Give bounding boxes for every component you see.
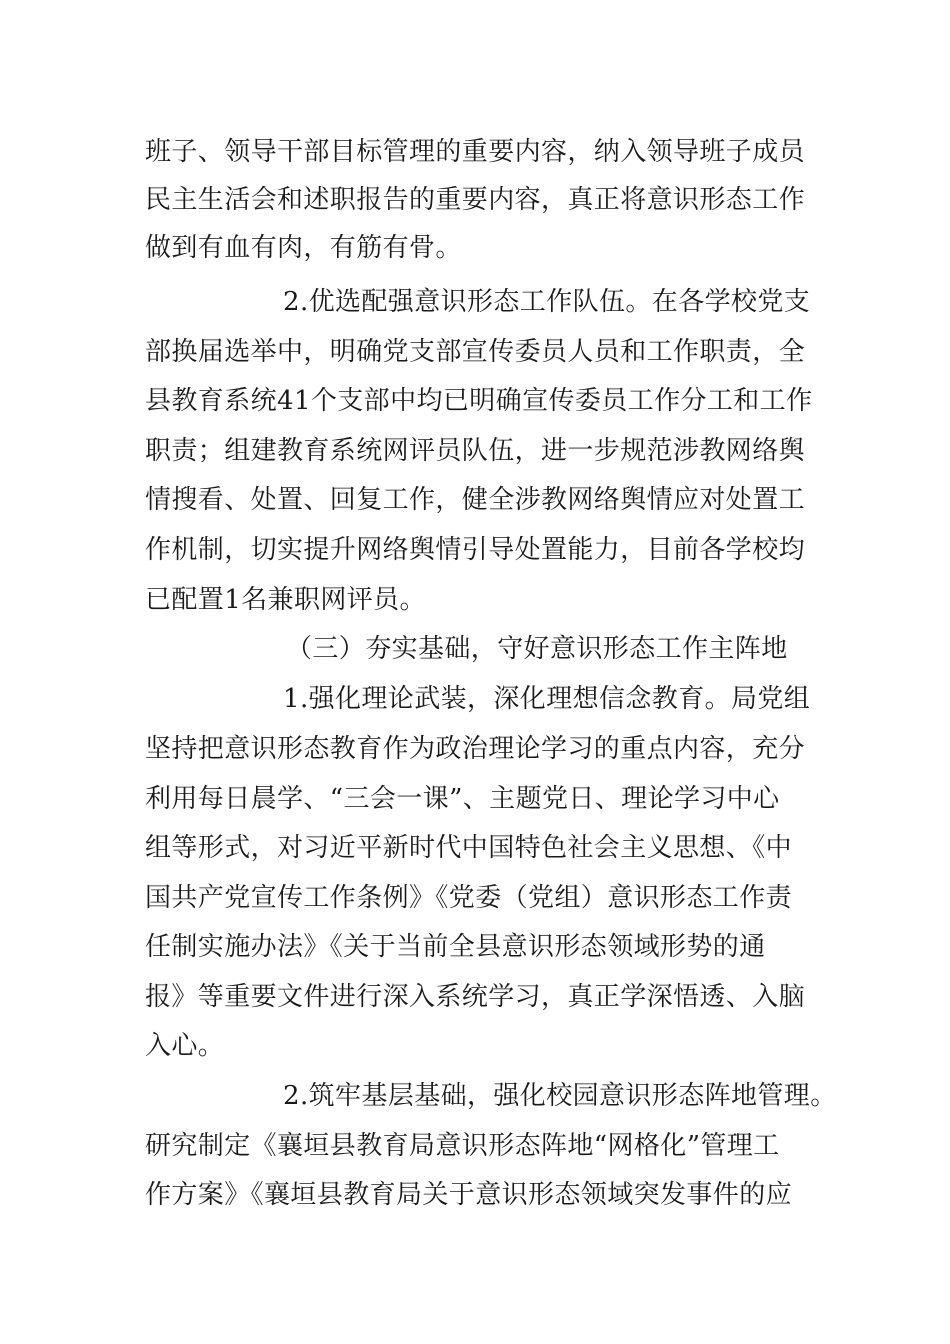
section-heading: （三）夯实基础，守好意识形态工作主阵地: [286, 634, 788, 664]
body-text-line: 坚持把意识形态教育作为政治理论学习的重点内容，充分: [145, 734, 806, 764]
body-text-line: 部换届选举中，明确党支部宣传委员人员和工作职责，全: [145, 337, 806, 367]
body-text-line: 组等形式，对习近平新时代中国特色社会主义思想、《中: [145, 833, 793, 863]
body-text-line: 国共产党宣传工作条例》《党委（党组）意识形态工作责: [145, 883, 793, 913]
section-item-line: 1.强化理论武装，深化理想信念教育。局党组: [283, 684, 811, 714]
body-text-line: 研究制定《襄垣县教育局意识形态阵地“网格化”管理工: [145, 1131, 780, 1161]
body-text-line: 作机制，切实提升网络舆情引导处置能力，目前各学校均: [145, 535, 806, 565]
body-text-line: 职责；组建教育系统网评员队伍，进一步规范涉教网络舆: [145, 436, 806, 466]
body-text-line: 已配置1名兼职网评员。: [145, 585, 426, 615]
body-text-line: 班子、领导干部目标管理的重要内容，纳入领导班子成员: [145, 137, 806, 167]
body-text-line: 民主生活会和述职报告的重要内容，真正将意识形态工作: [145, 185, 806, 215]
body-text-line: 县教育系统41个支部中均已明确宣传委员工作分工和工作: [145, 386, 813, 416]
body-text-line: 做到有血有肉，有筋有骨。: [145, 233, 462, 263]
section-item-line: 2.优选配强意识形态工作队伍。在各学校党支: [283, 287, 811, 317]
body-text-line: 利用每日晨学、“三会一课”、主题党日、理论学习中心: [145, 784, 780, 814]
body-text-line: 作方案》《襄垣县教育局关于意识形态领域突发事件的应: [145, 1180, 793, 1210]
body-text-line: 任制实施办法》《关于当前全县意识形态领域形势的通: [145, 932, 766, 962]
body-text-line: 入心。: [145, 1031, 225, 1061]
body-text-line: 报》等重要文件进行深入系统学习，真正学深悟透、入脑: [145, 982, 806, 1012]
body-text-line: 情搜看、处置、回复工作，健全涉教网络舆情应对处置工: [145, 485, 806, 515]
section-item-line: 2.筑牢基层基础，强化校园意识形态阵地管理。: [283, 1081, 837, 1111]
